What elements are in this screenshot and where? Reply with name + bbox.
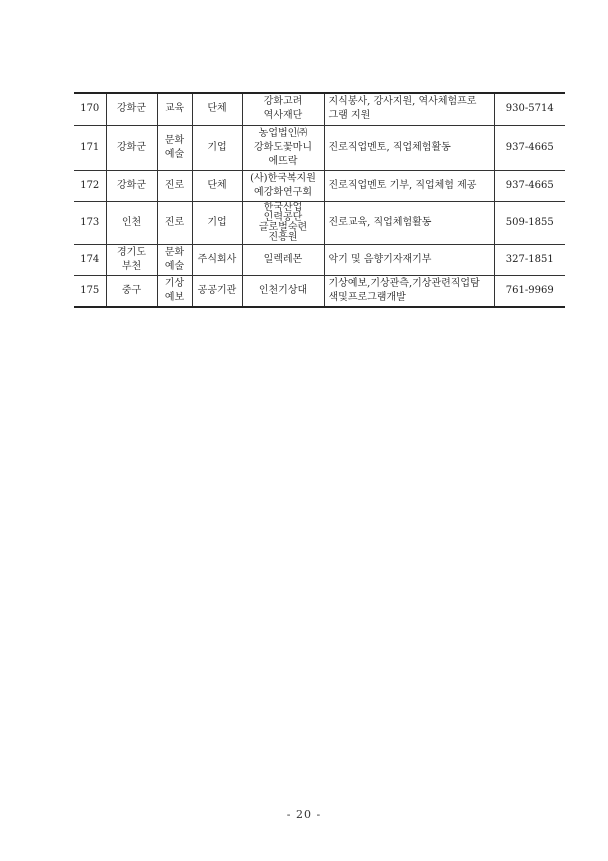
cell-phone: 509-1855: [494, 201, 565, 244]
cell-region: [106, 170, 157, 201]
cell-org-name-line: 한국산업: [263, 201, 303, 213]
cell-org-type-line: 기업: [207, 141, 227, 153]
cell-phone: 937-4665: [494, 125, 565, 170]
cell-field-line: 기상: [164, 277, 185, 289]
cell-number: 170: [74, 93, 106, 125]
cell-org-name-line: 예강화연구회: [254, 186, 312, 198]
cell-org-name: [242, 275, 324, 307]
cell-region: [106, 275, 157, 307]
table-row: [74, 93, 565, 125]
cell-field-line: 문화: [164, 134, 185, 146]
cell-org-name-line: (사)한국복지원: [250, 172, 316, 184]
cell-field-line: 예보: [164, 291, 185, 303]
table-row: [74, 201, 565, 244]
cell-region-line: 강화군: [117, 179, 146, 191]
cell-org-type: [192, 201, 242, 244]
cell-field-line: 예술: [164, 260, 185, 272]
cell-org-name-line: 인력공단: [263, 211, 303, 223]
cell-field-line: 진로: [164, 179, 185, 191]
cell-description-line: 진로교육, 직업체험활동: [328, 216, 432, 228]
cell-org-type: [192, 125, 242, 170]
cell-org-name-line: 글로벌숙련: [258, 221, 308, 233]
cell-field: [157, 244, 192, 275]
cell-number: 172: [74, 170, 106, 201]
cell-description: [324, 93, 494, 125]
cell-field: [157, 93, 192, 125]
table-row: [74, 275, 565, 307]
cell-org-type-line: 공공기관: [197, 284, 237, 296]
cell-region-line: 강화군: [117, 141, 146, 153]
cell-org-name-line: 역사재단: [263, 110, 303, 122]
cell-description-line: 색및프로그램개발: [328, 291, 406, 303]
cell-org-name: [242, 125, 324, 170]
cell-description-line: 기상예보,기상관측,기상관련직업탐: [328, 277, 480, 289]
cell-number: 171: [74, 125, 106, 170]
cell-org-type: [192, 93, 242, 125]
cell-field-line: 문화: [164, 246, 185, 258]
cell-org-type-line: 주식회사: [197, 253, 237, 265]
cell-field: [157, 125, 192, 170]
cell-phone: 930-5714: [494, 93, 565, 125]
cell-org-type: [192, 244, 242, 275]
cell-description: [324, 201, 494, 244]
cell-region: [106, 125, 157, 170]
cell-number: 175: [74, 275, 106, 307]
cell-org-name: [242, 244, 324, 275]
cell-org-name-line: 강화도꽃마니: [254, 141, 312, 153]
cell-org-name: [242, 201, 324, 244]
cell-region: [106, 201, 157, 244]
cell-field-line: 교육: [164, 103, 185, 115]
cell-field-line: 예술: [164, 148, 185, 160]
cell-org-name-line: 농업법인㈜: [258, 127, 308, 139]
cell-region-line: 강화군: [117, 103, 146, 115]
cell-region: [106, 93, 157, 125]
cell-description: [324, 275, 494, 307]
cell-description-line: 그램 지원: [328, 110, 371, 122]
cell-field: [157, 170, 192, 201]
table-row: [74, 170, 565, 201]
table-row: [74, 125, 565, 170]
org-table: [74, 92, 565, 308]
table-row: [74, 244, 565, 275]
cell-region: [106, 244, 157, 275]
cell-description-line: 악기 및 음향기자재기부: [328, 253, 432, 265]
cell-field-line: 진로: [164, 216, 185, 228]
cell-phone: 937-4665: [494, 170, 565, 201]
cell-region-line: 중구: [121, 284, 142, 296]
cell-org-name-line: 일렉레몬: [263, 253, 303, 265]
cell-org-name-line: 강화고려: [263, 96, 303, 108]
cell-org-name-line: 진흥원: [268, 231, 298, 243]
cell-description: [324, 170, 494, 201]
cell-org-type: [192, 170, 242, 201]
page-number: - 20 -: [286, 808, 322, 821]
cell-phone: 761-9969: [494, 275, 565, 307]
cell-description-line: 지식봉사, 강사지원, 역사체험프로: [328, 96, 477, 108]
cell-org-name-line: 에뜨락: [268, 155, 298, 167]
cell-region-line: 부천: [121, 260, 142, 272]
cell-org-type: [192, 275, 242, 307]
cell-org-type-line: 단체: [207, 179, 227, 191]
cell-phone: 327-1851: [494, 244, 565, 275]
cell-field: [157, 275, 192, 307]
cell-region-line: 경기도: [117, 246, 146, 258]
cell-org-type-line: 단체: [207, 103, 227, 115]
cell-org-type-line: 기업: [207, 216, 227, 228]
cell-description: [324, 125, 494, 170]
cell-number: 173: [74, 201, 106, 244]
cell-org-name: [242, 170, 324, 201]
cell-org-name-line: 인천기상대: [258, 284, 308, 296]
cell-number: 174: [74, 244, 106, 275]
cell-org-name: [242, 93, 324, 125]
table-body: [74, 93, 565, 307]
cell-region-line: 인천: [121, 216, 142, 228]
cell-description-line: 진로직업멘토, 직업체험활동: [328, 141, 451, 153]
cell-field: [157, 201, 192, 244]
cell-description: [324, 244, 494, 275]
cell-description-line: 진로직업멘토 기부, 직업체험 제공: [328, 179, 477, 191]
